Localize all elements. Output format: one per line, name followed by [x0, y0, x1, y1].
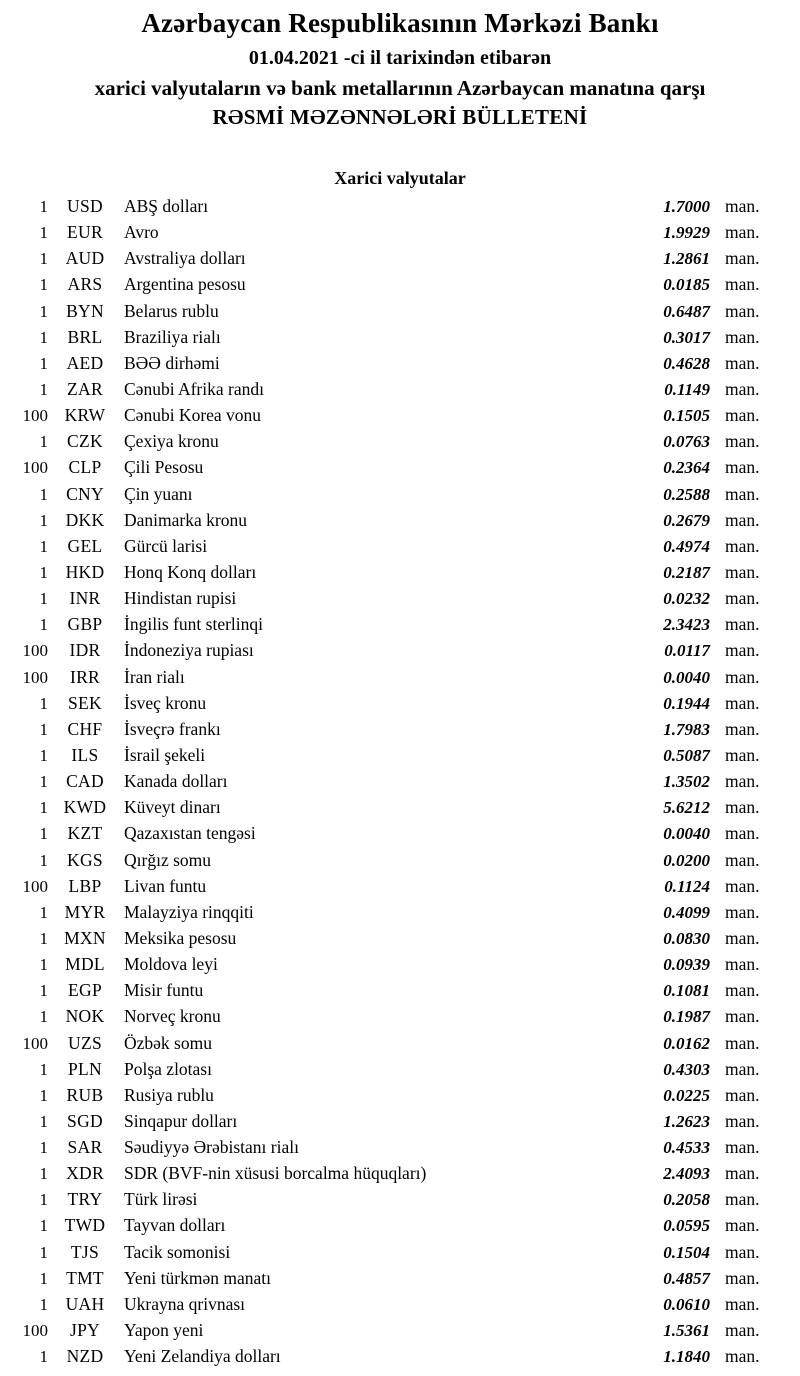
currency-quantity: 1: [39, 1059, 48, 1079]
currency-quantity: 1: [39, 955, 48, 975]
bulletin-subtitle: xarici valyutaların və bank metallarının Azərbaycan manatına qarşı: [94, 76, 706, 100]
rate-row: [0, 1291, 800, 1317]
currency-name: Cənubi Korea vonu: [124, 405, 262, 426]
currency-code: CHF: [67, 718, 103, 739]
currency-code: TRY: [67, 1189, 103, 1210]
currency-code: AED: [66, 352, 104, 373]
rate-row: [0, 428, 800, 454]
rate-row: [0, 925, 800, 951]
unit-label: man.: [725, 744, 760, 765]
rate-row: [0, 376, 800, 402]
currency-rate: 0.0185: [663, 275, 710, 295]
unit-label: man.: [725, 588, 760, 609]
currency-name: Sinqapur dolları: [124, 1110, 238, 1131]
currency-quantity: 1: [39, 1242, 48, 1262]
currency-rate: 1.2623: [663, 1111, 710, 1131]
currency-name: Rusiya rublu: [124, 1084, 214, 1105]
unit-label: man.: [725, 1137, 760, 1158]
unit-label: man.: [725, 1241, 760, 1262]
currency-code: UAH: [65, 1293, 105, 1314]
currency-name: SDR (BVF-nin xüsusi borcalma hüquqları): [124, 1163, 427, 1184]
currency-name: Cənubi Afrika randı: [124, 378, 264, 399]
rate-row: [0, 245, 800, 271]
unit-label: man.: [725, 1006, 760, 1027]
unit-label: man.: [725, 196, 760, 216]
unit-label: man.: [725, 614, 760, 635]
currency-rate: 1.2861: [663, 249, 710, 269]
currency-name: Tacik somonisi: [124, 1241, 231, 1262]
currency-rate: 0.2588: [663, 484, 710, 504]
currency-code: LBP: [68, 875, 102, 896]
rate-row: [0, 977, 800, 1003]
currency-name: Livan funtu: [124, 875, 207, 896]
currency-code: CNY: [66, 483, 104, 504]
unit-label: man.: [725, 405, 760, 426]
currency-quantity: 1: [39, 615, 48, 635]
currency-quantity: 1: [39, 1294, 48, 1314]
unit-label: man.: [725, 561, 760, 582]
rate-row: [0, 1030, 800, 1056]
currency-rate: 1.5361: [663, 1321, 710, 1341]
rate-row: [0, 690, 800, 716]
unit-label: man.: [725, 222, 760, 243]
currency-name: Yeni Zelandiya dolları: [124, 1346, 281, 1367]
currency-code: UZS: [68, 1032, 102, 1053]
rate-row: [0, 873, 800, 899]
currency-quantity: 1: [39, 981, 48, 1001]
currency-rate: 0.0232: [663, 589, 710, 609]
unit-label: man.: [725, 483, 760, 504]
currency-quantity: 1: [39, 301, 48, 321]
rate-row: [0, 1265, 800, 1291]
currency-name: Türk lirəsi: [124, 1189, 198, 1210]
currency-code: TWD: [64, 1215, 106, 1236]
currency-name: Küveyt dinarı: [124, 797, 221, 818]
currency-code: MYR: [64, 901, 106, 922]
currency-name: Yeni türkmən manatı: [124, 1267, 271, 1288]
rate-row: [0, 716, 800, 742]
currency-rate: 0.4303: [663, 1059, 710, 1079]
currency-code: SAR: [67, 1137, 103, 1158]
currency-quantity: 1: [39, 850, 48, 870]
currency-quantity: 1: [39, 1138, 48, 1158]
currency-rate: 0.4857: [663, 1268, 710, 1288]
rate-row: [0, 820, 800, 846]
currency-quantity: 100: [22, 406, 48, 426]
currency-name: Braziliya rialı: [124, 326, 221, 347]
currency-quantity: 1: [39, 223, 48, 243]
currency-rate: 0.2364: [663, 458, 710, 478]
rate-row: [0, 533, 800, 559]
currency-code: USD: [67, 196, 103, 216]
rate-row: [0, 507, 800, 533]
currency-rate: 0.4099: [663, 902, 710, 922]
currency-code: GBP: [67, 614, 103, 635]
rate-row: [0, 193, 800, 219]
currency-rate: 0.0040: [663, 667, 710, 687]
currency-quantity: 1: [39, 327, 48, 347]
bulletin-title: RƏSMİ MƏZƏNNƏLƏRİ BÜLLETENİ: [212, 105, 588, 129]
currency-quantity: 1: [39, 928, 48, 948]
unit-label: man.: [725, 954, 760, 975]
effective-date-line: 01.04.2021 -ci il tarixindən etibarən: [248, 47, 552, 69]
rate-row: [0, 219, 800, 245]
currency-quantity: 1: [39, 824, 48, 844]
unit-label: man.: [725, 1058, 760, 1079]
currency-quantity: 1: [39, 1085, 48, 1105]
currency-name: İran rialı: [124, 666, 185, 687]
currency-name: Norveç kronu: [124, 1006, 221, 1027]
currency-rate: 0.1504: [663, 1242, 710, 1262]
currency-name: Tayvan dolları: [124, 1215, 226, 1236]
rate-row: [0, 1317, 800, 1343]
unit-label: man.: [725, 692, 760, 713]
currency-quantity: 100: [22, 458, 48, 478]
unit-label: man.: [725, 535, 760, 556]
currency-name: Avro: [124, 222, 159, 243]
currency-code: EGP: [68, 980, 102, 1001]
currency-name: İsveçrə frankı: [124, 718, 221, 739]
currency-name: Argentina pesosu: [124, 274, 246, 295]
currency-name: Yapon yeni: [124, 1320, 204, 1341]
currency-name: Qırğız somu: [124, 849, 212, 870]
rate-row: [0, 768, 800, 794]
rate-row: [0, 611, 800, 637]
rate-row: [0, 402, 800, 428]
currency-code: HKD: [65, 561, 105, 582]
currency-name: ABŞ dolları: [124, 196, 209, 216]
unit-label: man.: [725, 980, 760, 1001]
unit-label: man.: [725, 1084, 760, 1105]
currency-quantity: 1: [39, 562, 48, 582]
currency-quantity: 100: [22, 1321, 48, 1341]
currency-name: Çili Pesosu: [124, 457, 204, 478]
currency-rate: 0.2679: [663, 510, 710, 530]
currency-quantity: 1: [39, 693, 48, 713]
unit-label: man.: [725, 718, 760, 739]
currency-quantity: 1: [39, 1216, 48, 1236]
currency-code: CLP: [68, 457, 102, 478]
currency-name: Danimarka kronu: [124, 509, 247, 530]
currency-rate: 2.3423: [663, 615, 710, 635]
currency-rate: 0.1987: [663, 1007, 710, 1027]
rate-row: [0, 1160, 800, 1186]
rate-row: [0, 899, 800, 925]
currency-code: EUR: [67, 222, 103, 243]
currency-quantity: 1: [39, 197, 48, 216]
currency-code: TJS: [70, 1241, 100, 1262]
currency-rate: 0.4533: [663, 1138, 710, 1158]
currency-code: AUD: [65, 248, 105, 269]
unit-label: man.: [725, 640, 760, 661]
currency-rate: 0.1124: [664, 876, 710, 896]
currency-name: Özbək somu: [124, 1032, 212, 1053]
currency-code: ZAR: [67, 378, 103, 399]
unit-label: man.: [725, 797, 760, 818]
currency-rate: 0.5087: [663, 745, 710, 765]
currency-quantity: 1: [39, 1268, 48, 1288]
unit-label: man.: [725, 1110, 760, 1131]
rate-row: [0, 1003, 800, 1029]
currency-name: Belarus rublu: [124, 300, 219, 321]
currency-name: İndoneziya rupiası: [124, 640, 254, 661]
currency-quantity: 1: [39, 589, 48, 609]
currency-quantity: 1: [39, 772, 48, 792]
currency-quantity: 1: [39, 484, 48, 504]
currency-quantity: 1: [39, 745, 48, 765]
currency-rate: 0.0830: [663, 928, 710, 948]
currency-name: Avstraliya dolları: [124, 248, 246, 269]
currency-rate: 0.0040: [663, 824, 710, 844]
rate-row: [0, 481, 800, 507]
currency-rate: 0.0162: [663, 1033, 710, 1053]
rate-row: [0, 350, 800, 376]
unit-label: man.: [725, 1215, 760, 1236]
currency-name: Kanada dolları: [124, 771, 228, 792]
currency-rate: 1.3502: [663, 772, 710, 792]
currency-code: NZD: [66, 1346, 104, 1367]
unit-label: man.: [725, 248, 760, 269]
currency-code: BYN: [66, 300, 104, 321]
rate-row: [0, 1082, 800, 1108]
currency-quantity: 1: [39, 379, 48, 399]
currency-rate: 1.7983: [663, 719, 710, 739]
currency-code: ILS: [71, 744, 99, 765]
currency-rate: 0.0595: [663, 1216, 710, 1236]
currency-name: Ukrayna qrivnası: [124, 1293, 246, 1314]
currency-code: ARS: [67, 274, 103, 295]
currency-name: Qazaxıstan tengəsi: [124, 823, 256, 844]
currency-code: BRL: [67, 326, 103, 347]
currency-rate: 1.7000: [663, 197, 710, 216]
currency-rate: 0.0117: [664, 641, 710, 661]
currency-name: Malayziya rinqqiti: [124, 901, 254, 922]
currency-rate: 0.6487: [663, 301, 710, 321]
unit-label: man.: [725, 927, 760, 948]
currency-code: KGS: [67, 849, 103, 870]
currency-code: SGD: [67, 1110, 103, 1131]
rate-row: [0, 794, 800, 820]
currency-rate: 0.0763: [663, 432, 710, 452]
unit-label: man.: [725, 300, 760, 321]
unit-label: man.: [725, 1189, 760, 1210]
unit-label: man.: [725, 875, 760, 896]
rate-row: [0, 324, 800, 350]
currency-name: Çin yuanı: [124, 483, 193, 504]
currency-name: Səudiyyə Ərəbistanı rialı: [124, 1137, 299, 1158]
currency-name: Misir funtu: [124, 980, 204, 1001]
currency-quantity: 1: [39, 1111, 48, 1131]
currency-code: TMT: [66, 1267, 104, 1288]
currency-code: GEL: [67, 535, 103, 556]
rate-row: [0, 1212, 800, 1238]
document-header: [0, 0, 800, 130]
currency-code: KRW: [64, 405, 106, 426]
currency-name: Gürcü larisi: [124, 535, 208, 556]
currency-code: SEK: [68, 692, 102, 713]
currency-quantity: 1: [39, 902, 48, 922]
currency-rate: 0.0225: [663, 1085, 710, 1105]
currency-quantity: 1: [39, 719, 48, 739]
currency-rate: 0.1505: [663, 406, 710, 426]
currency-quantity: 100: [22, 667, 48, 687]
currency-code: RUB: [66, 1084, 104, 1105]
rates-table: [0, 193, 800, 1369]
currency-code: NOK: [65, 1006, 105, 1027]
rate-row: [0, 1186, 800, 1212]
currency-quantity: 100: [22, 876, 48, 896]
currency-name: İsrail şekeli: [124, 744, 206, 765]
currency-code: XDR: [66, 1163, 104, 1184]
rate-row: [0, 1239, 800, 1265]
currency-quantity: 1: [39, 510, 48, 530]
rate-row: [0, 742, 800, 768]
rate-row: [0, 1108, 800, 1134]
currency-code: JPY: [69, 1320, 101, 1341]
rate-row: [0, 1056, 800, 1082]
unit-label: man.: [725, 378, 760, 399]
unit-label: man.: [725, 457, 760, 478]
currency-code: MXN: [64, 927, 106, 948]
currency-code: PLN: [68, 1058, 102, 1079]
rate-row: [0, 664, 800, 690]
currency-name: Polşa zlotası: [124, 1058, 212, 1079]
unit-label: man.: [725, 352, 760, 373]
currency-name: Moldova leyi: [124, 954, 218, 975]
currency-quantity: 1: [39, 536, 48, 556]
currency-rate: 5.6212: [663, 798, 710, 818]
currency-rate: 0.4974: [663, 536, 710, 556]
currency-rate: 0.1944: [663, 693, 710, 713]
unit-label: man.: [725, 1293, 760, 1314]
currency-rate: 0.1149: [664, 379, 710, 399]
unit-label: man.: [725, 1320, 760, 1341]
currency-code: IDR: [69, 640, 101, 661]
rate-row: [0, 559, 800, 585]
currency-quantity: 1: [39, 1164, 48, 1184]
rate-row: [0, 1134, 800, 1160]
section-title-foreign-currencies: Xarici valyutalar: [334, 168, 466, 188]
currency-code: DKK: [65, 509, 105, 530]
unit-label: man.: [725, 666, 760, 687]
currency-rate: 0.2058: [663, 1190, 710, 1210]
currency-code: KWD: [63, 797, 107, 818]
currency-name: BƏƏ dirhəmi: [124, 352, 220, 373]
rate-row: [0, 298, 800, 324]
currency-quantity: 1: [39, 275, 48, 295]
rate-row: [0, 637, 800, 663]
currency-quantity: 100: [22, 1033, 48, 1053]
unit-label: man.: [725, 771, 760, 792]
rate-row: [0, 585, 800, 611]
currency-code: IRR: [69, 666, 101, 687]
unit-label: man.: [725, 431, 760, 452]
currency-rate: 0.1081: [663, 981, 710, 1001]
currency-name: Meksika pesosu: [124, 927, 237, 948]
unit-label: man.: [725, 823, 760, 844]
rate-row: [0, 847, 800, 873]
unit-label: man.: [725, 274, 760, 295]
rate-row: [0, 454, 800, 480]
unit-label: man.: [725, 1163, 760, 1184]
currency-rate: 0.0939: [663, 955, 710, 975]
unit-label: man.: [725, 1267, 760, 1288]
currency-name: İsveç kronu: [124, 692, 207, 713]
currency-code: CAD: [66, 771, 104, 792]
currency-quantity: 1: [39, 353, 48, 373]
currency-quantity: 1: [39, 249, 48, 269]
currency-rate: 2.4093: [663, 1164, 710, 1184]
currency-name: İngilis funt sterlinqi: [124, 614, 264, 635]
currency-code: MDL: [65, 954, 105, 975]
unit-label: man.: [725, 509, 760, 530]
currency-code: INR: [69, 588, 101, 609]
currency-rate: 0.2187: [663, 562, 710, 582]
currency-name: Çexiya kronu: [124, 431, 219, 452]
currency-rate: 0.3017: [663, 327, 710, 347]
currency-quantity: 1: [39, 1007, 48, 1027]
currency-quantity: 1: [39, 1190, 48, 1210]
currency-code: CZK: [67, 431, 103, 452]
currency-quantity: 1: [39, 432, 48, 452]
unit-label: man.: [725, 326, 760, 347]
rate-row: [0, 1343, 800, 1369]
bank-name-title: Azərbaycan Respublikasının Mərkəzi Bankı: [141, 8, 659, 38]
currency-name: Hindistan rupisi: [124, 588, 237, 609]
unit-label: man.: [725, 849, 760, 870]
unit-label: man.: [725, 1346, 760, 1367]
currency-rate: 0.0200: [663, 850, 710, 870]
currency-quantity: 1: [39, 1347, 48, 1367]
unit-label: man.: [725, 901, 760, 922]
currency-rate: 0.0610: [663, 1294, 710, 1314]
currency-quantity: 1: [39, 798, 48, 818]
rate-row: [0, 271, 800, 297]
unit-label: man.: [725, 1032, 760, 1053]
currency-rate: 1.9929: [663, 223, 710, 243]
rate-row: [0, 951, 800, 977]
currency-code: KZT: [67, 823, 103, 844]
currency-name: Honq Konq dolları: [124, 561, 257, 582]
currency-rate: 1.1840: [663, 1347, 710, 1367]
currency-quantity: 100: [22, 641, 48, 661]
currency-rate: 0.4628: [663, 353, 710, 373]
